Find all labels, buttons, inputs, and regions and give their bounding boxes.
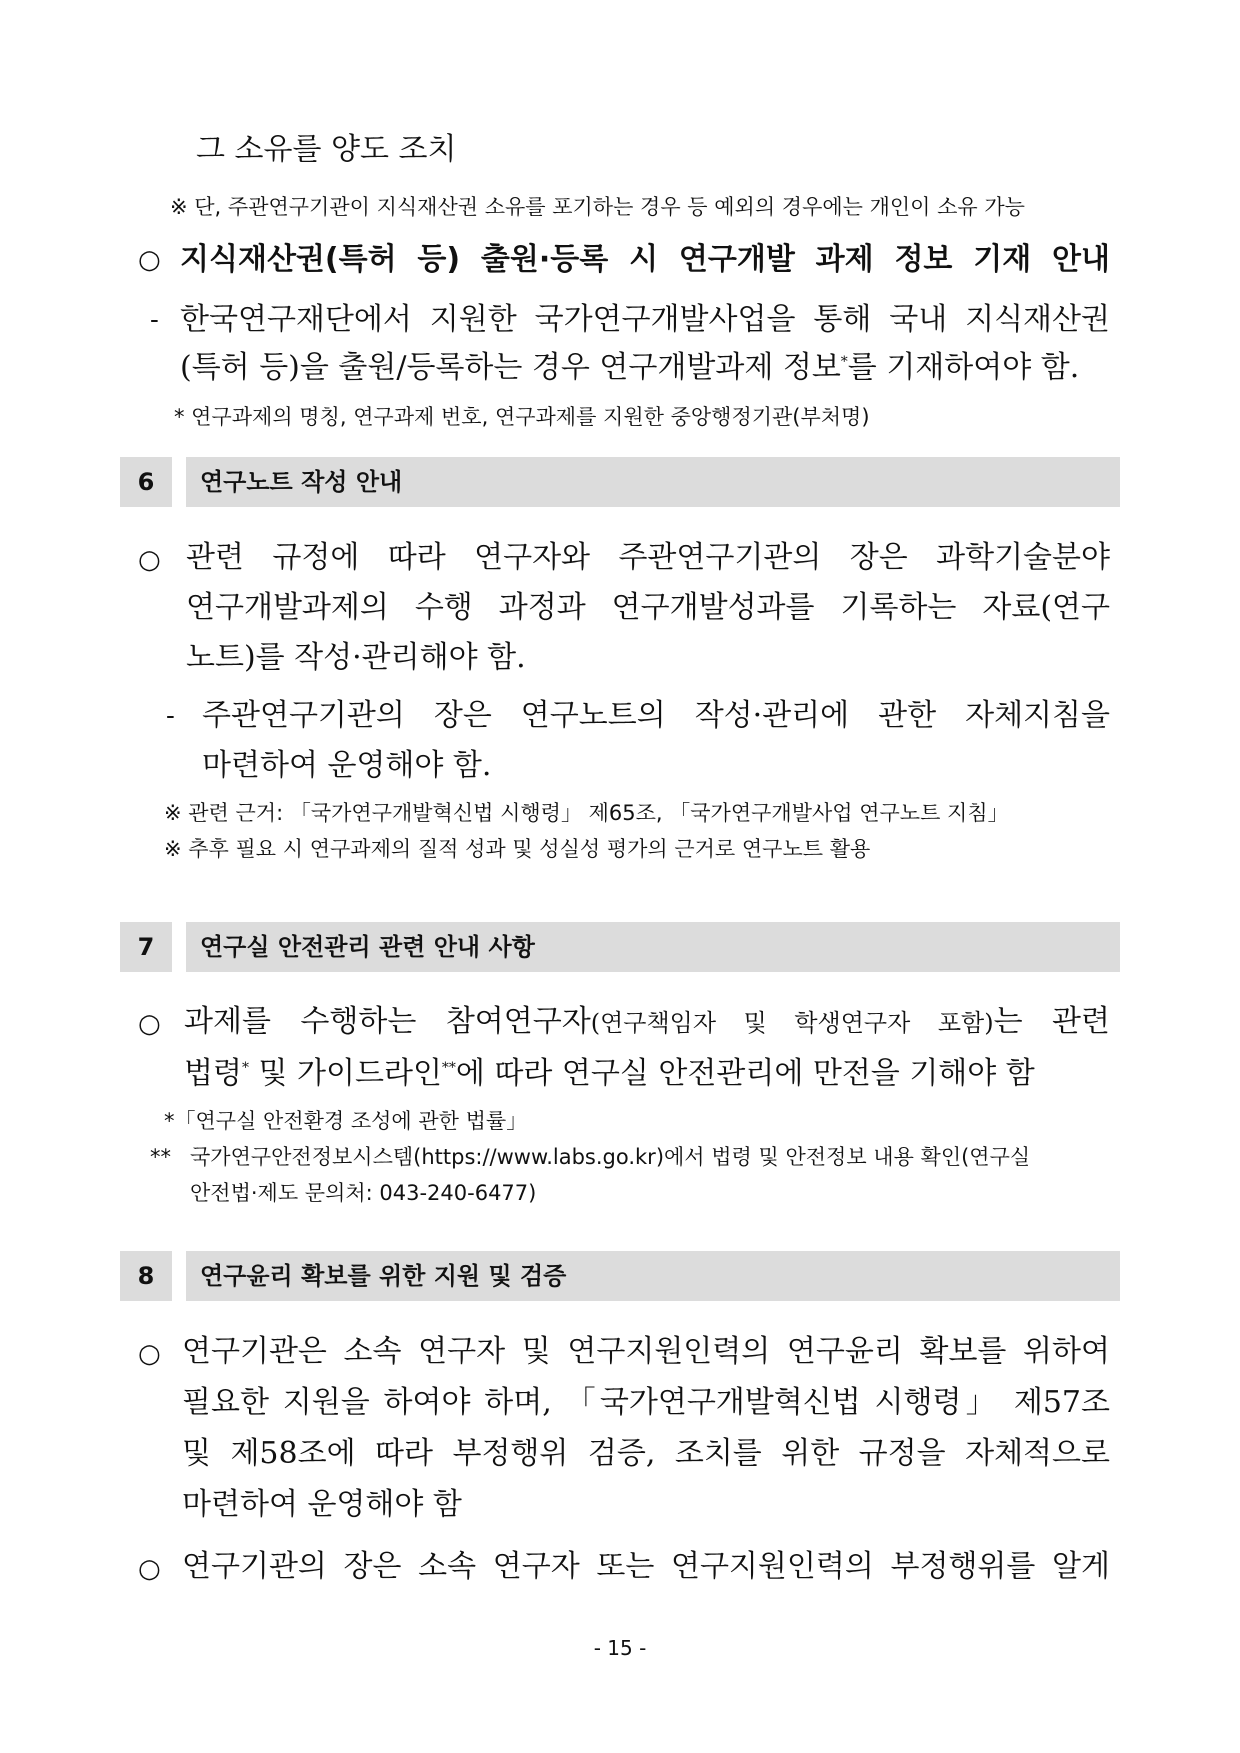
s6-sub-line-1: 주관연구기관의 장은 연구노트의 작성·관리에 관한 자체지침을	[202, 698, 1110, 733]
s6-line-1: 관련 규정에 따라 연구자와 주관연구기관의 장은 과학기술분야	[186, 540, 1110, 575]
section-8-title: 연구윤리 확보를 위한 지원 및 검증	[186, 1251, 1120, 1301]
s6-line-3: 노트)를 작성·관리해야 함.	[186, 640, 526, 675]
ip-para-line-2a: (특허 등)을 출원/등록하는 경우 연구개발과제 정보	[180, 350, 841, 385]
circle-bullet-icon: ○	[138, 1339, 161, 1369]
ip-footnote: * 연구과제의 명칭, 연구과제 번호, 연구과제를 지원한 중앙행정기관(부처명)	[174, 405, 870, 429]
s6-note-1: ※ 관련 근거: 「국가연구개발혁신법 시행령」 제65조, 「국가연구개발사업 연구노트 지침」	[164, 801, 1009, 825]
footnote-mark: **	[441, 1060, 456, 1076]
circle-bullet-icon: ○	[138, 1554, 161, 1584]
s7-line-2a: 법령	[184, 1056, 242, 1091]
s8-p1-line-1: 연구기관은 소속 연구자 및 연구지원인력의 연구윤리 확보를 위하여	[182, 1334, 1110, 1369]
section-6-number: 6	[120, 457, 172, 507]
continuation-line: 그 소유를 양도 조치	[196, 132, 457, 167]
s7-footnote-1: *「연구실 안전환경 조성에 관한 법률」	[164, 1109, 528, 1133]
s7-line-1	[184, 1002, 1110, 1043]
exception-note: ※ 단, 주관연구기관이 지식재산권 소유를 포기하는 경우 등 예외의 경우에는 개인이 소유 가능	[170, 195, 1025, 219]
s7-line-1-small: (연구책임자 및 학생연구자 포함)	[590, 1009, 994, 1037]
s6-note-2: ※ 추후 필요 시 연구과제의 질적 성과 및 성실성 평가의 근거로 연구노트 활용	[164, 837, 871, 861]
s8-p1-line-4: 마련하여 운영해야 함	[182, 1487, 462, 1522]
s7-footnote-2-mark: **	[150, 1145, 171, 1169]
circle-bullet-icon: ○	[138, 545, 161, 575]
section-6-title: 연구노트 작성 안내	[186, 457, 1120, 507]
s7-line-1a: 과제를 수행하는 참여연구자	[184, 1004, 591, 1039]
ip-heading: 지식재산권(특허 등) 출원·등록 시 연구개발 과제 정보 기재 안내	[180, 242, 1110, 277]
s7-footnote-2-line-1: 국가연구안전정보시스템(https://www.labs.go.kr)에서 법령 및 안전정보 내용 확인(연구실	[190, 1145, 1031, 1169]
s6-sub-line-2: 마련하여 운영해야 함.	[202, 748, 492, 783]
dash-bullet: -	[150, 305, 159, 335]
s7-line-2c: 에 따라 연구실 안전관리에 만전을 기해야 함	[455, 1056, 1035, 1091]
s7-line-2b: 및 가이드라인	[248, 1056, 442, 1091]
s8-p1-line-2: 필요한 지원을 하여야 하며, 「국가연구개발혁신법 시행령」 제57조	[182, 1385, 1110, 1420]
circle-bullet-icon: ○	[138, 245, 161, 275]
dash-bullet: -	[166, 701, 175, 731]
s6-line-2: 연구개발과제의 수행 과정과 연구개발성과를 기록하는 자료(연구	[186, 590, 1110, 625]
section-7-title: 연구실 안전관리 관련 안내 사항	[186, 922, 1120, 972]
s8-p2-line-1: 연구기관의 장은 소속 연구자 또는 연구지원인력의 부정행위를 알게	[182, 1549, 1110, 1584]
section-7-number: 7	[120, 922, 172, 972]
s7-footnote-2-line-2: 안전법·제도 문의처: 043-240-6477)	[190, 1181, 537, 1205]
s7-line-1b: 는 관련	[993, 1004, 1110, 1039]
ip-para-line-2	[180, 348, 1079, 388]
s8-p1-line-3: 및 제58조에 따라 부정행위 검증, 조치를 위한 규정을 자체적으로	[182, 1436, 1110, 1471]
page-number: - 15 -	[593, 1636, 647, 1660]
ip-para-line-1: 한국연구재단에서 지원한 국가연구개발사업을 통해 국내 지식재산권	[180, 302, 1110, 337]
s7-line-2	[184, 1054, 1035, 1094]
ip-para-line-2b: 를 기재하여야 함.	[847, 350, 1080, 385]
footnote-mark: *	[241, 1060, 249, 1076]
circle-bullet-icon: ○	[138, 1009, 161, 1039]
footnote-mark: *	[840, 354, 848, 370]
section-8-number: 8	[120, 1251, 172, 1301]
